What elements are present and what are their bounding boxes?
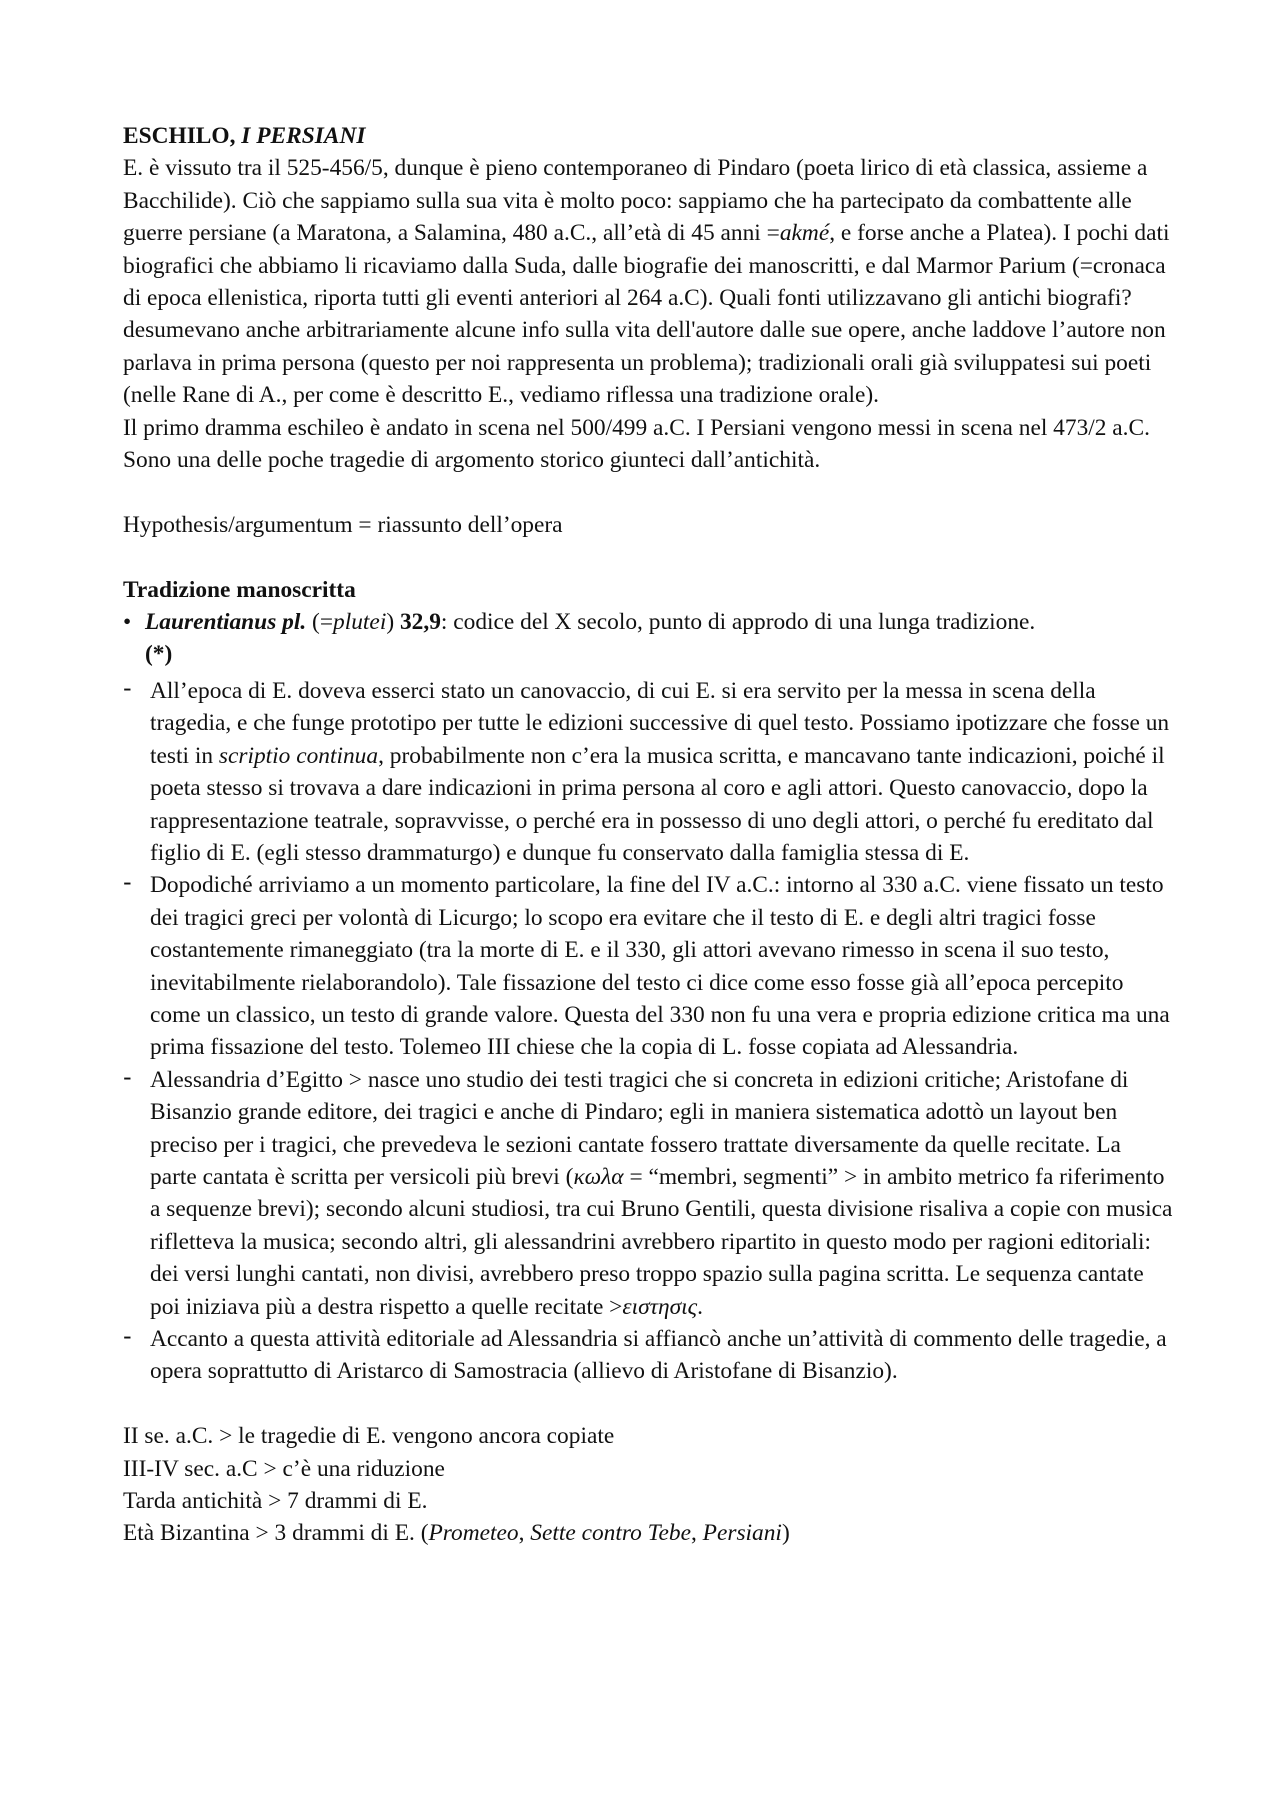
document-page bbox=[123, 120, 1173, 1550]
dash-icon: - bbox=[123, 1322, 132, 1350]
dash-icon: - bbox=[123, 1062, 132, 1091]
dash-icon: - bbox=[123, 673, 132, 702]
dash-item-commento: - Accanto a questa attività editoriale ad Alessandria si affiancò anche un’attività di commento delle tragedie, a opera soprattutto di Aristarco di Samostracia (allievo di Aristofane di Bisanzio). bbox=[123, 1322, 1167, 1385]
timeline-line-bizantina: Età Bizantina > 3 drammi di E. (Prometeo, Sette contro Tebe, Persiani) bbox=[123, 1520, 790, 1547]
document-title: ESCHILO, I PERSIANI bbox=[123, 123, 366, 149]
timeline-line: II se. a.C. > le tragedie di E. vengono ancora copiate bbox=[123, 1423, 615, 1450]
dash-icon: - bbox=[123, 868, 132, 897]
dash-item-licurgo: - Dopodiché arriviamo a un momento particolare, la fine del IV a.C.: intorno al 330 a.C. viene fissato un testo dei tragici greci per volontà di Licurgo; lo scopo era evitare che il testo di E. e degli altri tragici fosse costantemente rimaneggiato (tra la morte di E. e il 330, gli attori avevano rimesso in scena il suo testo, inevitabilmente rielaborandolo). Tale fissazione del testo ci dice come esso fosse già all’epoca percepito come un classico, un testo di grande valore. Questa del 330 non fu una vera e propria edizione critica ma una prima fissazione del testo. Tolemeo III chiese che la copia di L. fosse copiata ad Alessandria. bbox=[123, 868, 1170, 1061]
dash-item-alessandria: - Alessandria d’Egitto > nasce uno studio dei testi tragici che si concreta in edizioni critiche; Aristofane di Bisanzio grande editore, dei tragici e anche di Pindaro; egli in maniera sistematica adottò un layout ben preciso per i tragici, che prevedeva le sezioni cantate fossero trattate diversamente da quelle recitate. La parte cantata è scritta per versicoli più brevi (κωλα = “membri, segmenti” > in ambito metrico fa riferimento a sequenze brevi); secondo alcuni studiosi, tra cui Bruno Gentili, questa divisione risaliva a copie con musica rifletteva la musica; secondo altri, gli alessandrini avrebbero ripartito in questo modo per ragioni editoriali: dei versi lunghi cantati, non divisi, avrebbero preso troppo spazio sulla pagina scritta. Le sequenza cantate poi iniziava più a destra rispetto a quelle recitate >ειστησις. bbox=[123, 1062, 1173, 1320]
intro-paragraph-biography: E. è vissuto tra il 525-456/5, dunque è pieno contemporaneo di Pindaro (poeta lirico di età classica, assieme a Bacchilide). Ciò che sappiamo sulla sua vita è molto poco: sappiamo che ha partecipato da combattente alle guerre persiane (a Maratona, a Salamina, 480 a.C., all’età di 45 anni =akmé, e forse anche a Platea). I pochi dati biografici che abbiamo li ricaviamo dalla Suda, dalle biografie dei manoscritti, e dal Marmor Parium (=cronaca di epoca ellenistica, riporta tutti gli eventi anteriori al 264 a.C). Quali fonti utilizzavano gli antichi biografi? desumevano anche arbitrariamente alcune info sulla vita dell'autore dalle sue opere, anche laddove l’autore non parlava in prima persona (questo per noi rappresenta un problema); tradizionali orali già sviluppatesi sui poeti (nelle Rane di A., per come è descritto E., vediamo riflessa una tradizione orale). bbox=[123, 155, 1170, 409]
dash-list bbox=[123, 675, 1173, 1388]
bullet-item-laurentianus: • Laurentianus pl. (=plutei) 32,9: codice del X secolo, punto di approdo di una lunga tradizione. (*) bbox=[123, 606, 1173, 671]
timeline-line: III-IV sec. a.C > c’è una riduzione bbox=[123, 1455, 445, 1482]
blank-line bbox=[123, 541, 1173, 573]
dash-item-canovaccio: - All’epoca di E. doveva esserci stato un canovaccio, di cui E. si era servito per la messa in scena della tragedia, e che funge prototipo per tutte le edizioni successive di quel testo. Possiamo ipotizzare che fosse un testi in scriptio continua, probabilmente non c’era la musica scritta, e mancavano tante indicazioni, poiché il poeta stesso si trovava a dare indicazioni in prima persona al coro e agli attori. Questo canovaccio, dopo la rappresentazione teatrale, sopravvisse, o perché era in possesso di uno degli attori, o perché fu ereditato dal figlio di E. (egli stesso drammaturgo) e dunque fu conservato dalla famiglia stessa di E. bbox=[123, 673, 1170, 866]
section-title-tradizione: Tradizione manoscritta bbox=[123, 576, 356, 603]
blank-line bbox=[123, 476, 1173, 508]
bullet-icon: • bbox=[123, 609, 132, 636]
hypothesis-line: Hypothesis/argumentum = riassunto dell’opera bbox=[123, 511, 563, 538]
intro-paragraph-performance: Il primo dramma eschileo è andato in scena nel 500/499 a.C. I Persiani vengono messi in scena nel 473/2 a.C. Sono una delle poche tragedie di argomento storico giunteci dall’antichità. bbox=[123, 414, 1150, 474]
blank-line bbox=[123, 1388, 1173, 1420]
timeline-line: Tarda antichità > 7 drammi di E. bbox=[123, 1488, 428, 1515]
